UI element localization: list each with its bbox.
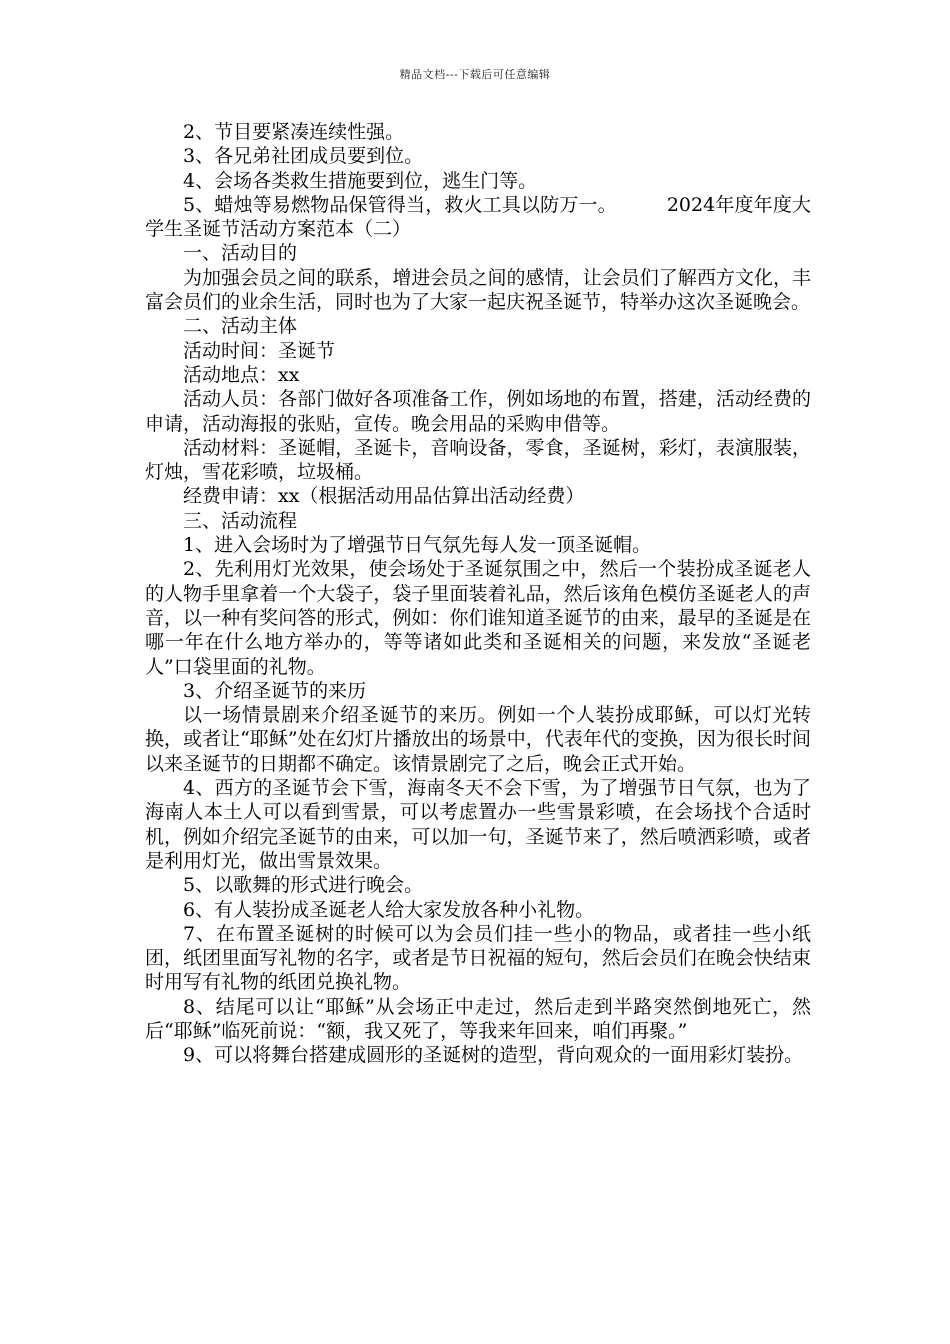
paragraph: 2、先利用灯光效果，使会场处于圣诞氛围之中，然后一个装扮成圣诞老人的人物手里拿着一个大袋子，袋子里面装着礼品，然后该角色模仿圣诞老人的声音，以一种有奖问答的形式，例如：你们谁知道圣诞节的由来，最早的圣诞是在哪一年在什么地方举办的，等等诸如此类和圣诞相关的问题，来发放“圣诞老人”口袋里面的礼物。 [145, 558, 811, 678]
paragraph: 活动时间：圣诞节 [183, 339, 336, 362]
paragraph: 活动地点：xx [183, 363, 300, 386]
paragraph: 7、在布置圣诞树的时候可以为会员们挂一些小的物品，或者挂一些小纸团，纸团里面写礼物的名字，或者是节日祝福的短句，然后会员们在晚会快结束时用写有礼物的纸团兑换礼物。 [145, 922, 811, 994]
paragraph: 5、以歌舞的形式进行晚会。 [183, 874, 424, 897]
paragraph: 为加强会员之间的联系，增进会员之间的感情，让会员们了解西方文化，丰富会员们的业余生活，同时也为了大家一起庆祝圣诞节，特举办这次圣诞晚会。 [145, 266, 811, 314]
document-body [145, 120, 811, 1068]
paragraph: 3、各兄弟社团成员要到位。 [183, 145, 424, 168]
page-header: 精品文档---下载后可任意编辑 [399, 68, 551, 81]
paragraph-with-title [145, 193, 811, 242]
paragraph: 以一场情景剧来介绍圣诞节的来历。例如一个人装扮成耶稣，可以灯光转换，或者让“耶稣”处在幻灯片播放出的场景中，代表年代的变换，因为很长时间以来圣诞节的日期都不确定。该情景剧完了之后，晚会正式开始。 [145, 704, 811, 775]
paragraph: 6、有人装扮成圣诞老人给大家发放各种小礼物。 [183, 898, 595, 921]
heading: 一、活动目的 [183, 242, 298, 265]
paragraph: 经费申请：xx（根据活动用品估算出活动经费） [183, 485, 585, 508]
paragraph: 9、可以将舞台搭建成圆形的圣诞树的造型，背向观众的一面用彩灯装扮。 [183, 1044, 804, 1067]
paragraph: 3、介绍圣诞节的来历 [183, 679, 367, 702]
paragraph: 8、结尾可以让“耶稣”从会场正中走过，然后走到半路突然倒地死亡，然后“耶稣”临死前说：“额，我又死了，等我来年回来，咱们再聚。” [145, 995, 811, 1042]
paragraph: 1、进入会场时为了增强节日气氛先每人发一顶圣诞帽。 [183, 534, 652, 557]
section-title: 2024年度年度大学生圣诞节活动方案范本（二） [145, 193, 811, 241]
paragraph: 活动材料：圣诞帽，圣诞卡，音响设备，零食，圣诞树，彩灯，表演服装，灯烛，雪花彩喷，垃圾桶。 [145, 436, 811, 484]
heading: 二、活动主体 [183, 315, 298, 338]
paragraph: 活动人员：各部门做好各项准备工作，例如场地的布置，搭建，活动经费的申请，活动海报的张贴，宣传。晚会用品的采购申借等。 [145, 388, 811, 435]
heading: 三、活动流程 [183, 509, 298, 532]
paragraph: 2、节目要紧凑连续性强。 [183, 121, 405, 143]
paragraph: 4、会场各类救生措施要到位，逃生门等。 [183, 169, 538, 192]
paragraph: 4、西方的圣诞节会下雪，海南冬天不会下雪，为了增强节日气氛，也为了海南人本土人可以看到雪景，可以考虑置办一些雪景彩喷，在会场找个合适时机，例如介绍完圣诞节的由来，可以加一句，圣诞节来了，然后喷洒彩喷，或者是利用灯光，做出雪景效果。 [145, 777, 811, 872]
paragraph: 5、蜡烛等易燃物品保管得当，救火工具以防万一。 [183, 193, 617, 216]
